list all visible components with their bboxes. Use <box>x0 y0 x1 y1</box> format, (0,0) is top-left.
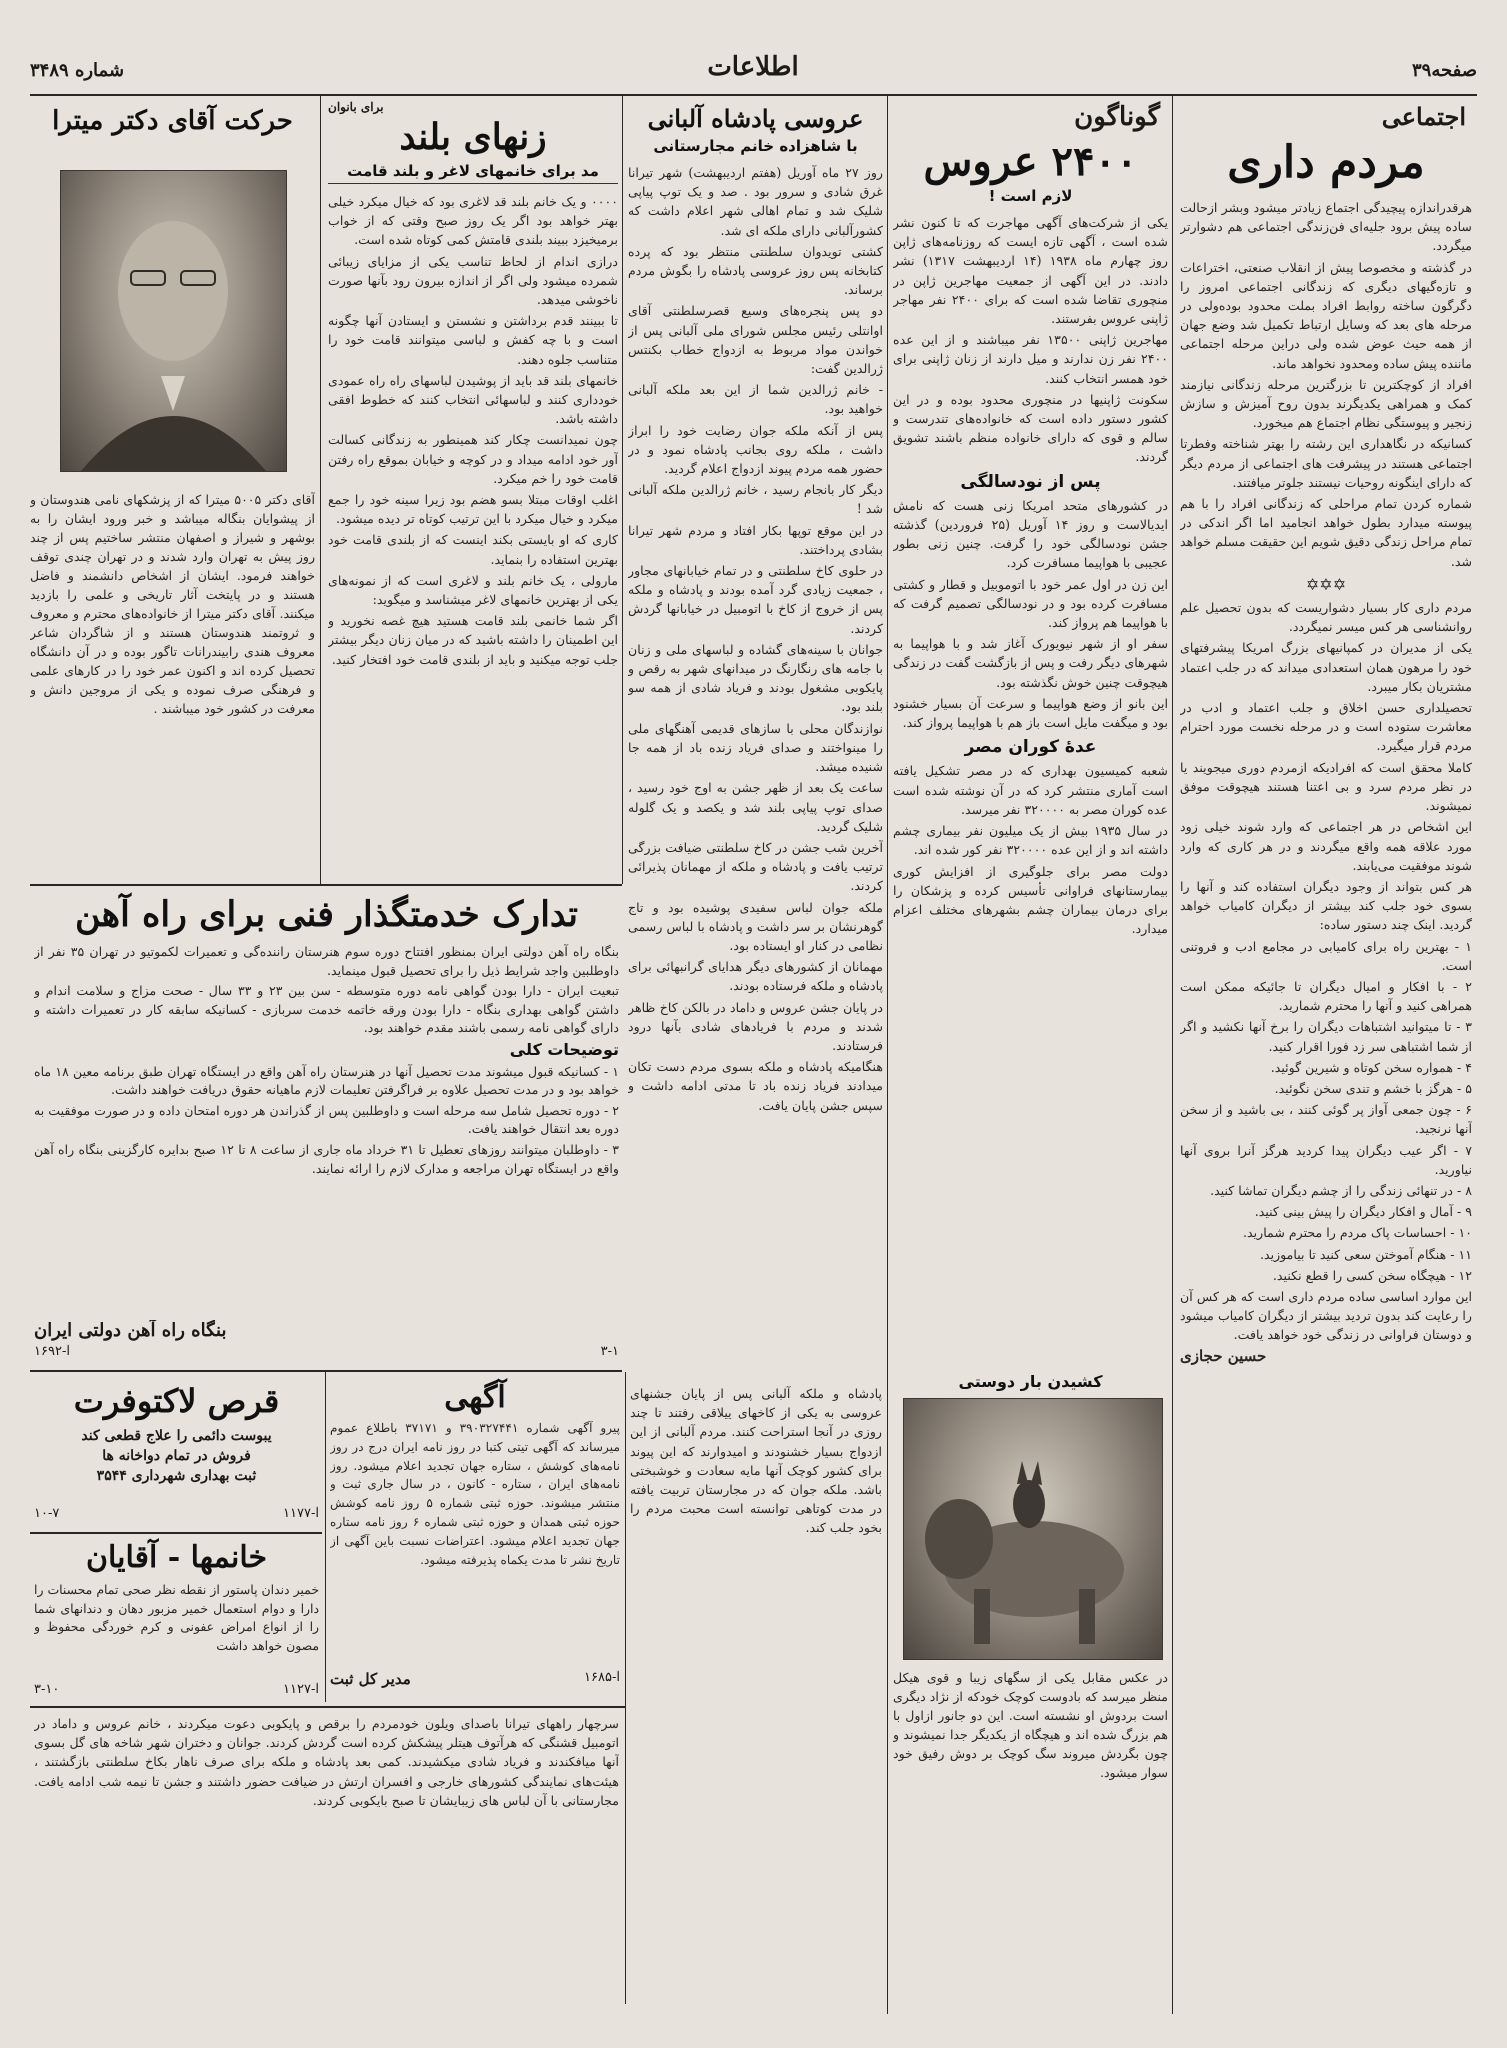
rail-top-rule <box>30 884 622 886</box>
col2-para-6: سفر او از شهر نیویورک آغاز شد و با هواپیما به شهرهای دیگر رفت و پس از بازگشت گفت در زندگی هیچوقت چنین خوش نگذشته بود. <box>893 636 1168 690</box>
col2-para-2: مهاجرین ژاپنی ۱۳۵۰۰ نفر میباشند و از این عده ۲۴۰۰ نفر زن ندارند و میل دارند از زنان ژاپنی برای خود همسر انتخاب کنند. <box>893 332 1168 386</box>
ad3-title: خانمها - آقایان <box>85 1540 268 1575</box>
col1-rule-8: ۸ - در تنهائی زندگی را از چشم دیگران تماشا کنید. <box>1210 1182 1472 1198</box>
col4-title: زنهای بلند <box>399 116 547 158</box>
dog-photo-caption: در عکس مقابل یکی از سگهای زیبا و قوی هیکل منظر میرسد که بادوست کوچک خودکه از نژاد دیگری است بردوش او نشسته است. این دو جانور ازاول با هم بزرگ شده اند و هیچگاه از یکدیگر جدا نمیشوند و چون بگردش میروند سگ کوچک بر دوش رفیق خود سوار میشود. <box>893 1670 1168 1780</box>
col1-rule-7: ۷ - اگر عیب دیگران پیدا کردید هرگز آنرا بروی آنها نیاورید. <box>1180 1142 1472 1177</box>
col3-para-16: هنگامیکه پادشاه و ملکه بسوی مردم دست تکان میدادند فریاد زنده باد تا مدتی ادامه داشت و سپس جشن پایان یافت. <box>628 1059 883 1113</box>
col-rule-5 <box>625 1372 626 2004</box>
col1-para-1: هرقدراندازه پیچیدگی اجتماع زیادتر میشود وبشر ازحالت ساده پیش برود جلیه‌ای فن‌زندگی اجتماعی هم دشوارتر میگردد. <box>1180 200 1472 254</box>
col1-title: مردم داری <box>1227 137 1425 188</box>
rail-bottom-rule <box>30 1370 622 1372</box>
col1-kicker: اجتماعی <box>1381 102 1466 131</box>
col4-subtitle: مد برای خانمهای لاغر و بلند قامت <box>328 162 618 184</box>
col1-rule-9: ۹ - آمال و افکار دیگران را پیش بینی کنید. <box>1254 1204 1472 1220</box>
col3-para-9: جوانان با سینه‌های گشاده و لباسهای ملی و زنان با جامه های رنگارنگ در میدانهای شهر به رقص و پایکوبی مشغول بودند و فریاد شادی از همه سو بلند بود. <box>628 641 883 715</box>
col1-rule-11: ۱۱ - هنگام آموختن سعی کنید تا بیاموزید. <box>1259 1246 1472 1262</box>
rail-ref-left: آ-۱۶۹۲ <box>34 1344 70 1359</box>
dr-mitra-caption: آقای دکتر ۵۰۰۵ میترا که از پزشکهای نامی هندوستان و از پیشوایان بنگاله میباشد و خبر ورود ایشان را به بوشهر و شیراز و اصفهان منتشر ساختیم پس از چند روز پیش به تهران وارد شدند و در تهران چندی توقف خواهند فرمود. ایشان از اشخاص دانشمند و فاضل هستند و در پایتخت آثار تاریخی و علمی را بازدید میکنند. آقای دکتر میترا از خانواده‌های محترم و معروف و ثروتمند هندوستان هستند و از شاگردان شاعر معروف هندی رابیندرانات تاگور بوده و در آن دانشگاه تحصیل کرده اند و اکنون عمر خود را در کارهای علمی و فرهنگی صرف نموده و یکی از مروجین دانش و معرفت در کشور خود میباشند . <box>30 492 315 716</box>
col3-para-13: ملکه جوان لباس سفیدی پوشیده بود و تاج گوهرنشان بر سر داشت و پادشاه با لباس رسمی نظامی در کنار او ایستاده بود. <box>628 899 883 953</box>
ad2-line-2: فروش در تمام دواخانه ها <box>102 1448 251 1464</box>
col1-rule-5: ۵ - هرگز با خشم و تندی سخن نگوئید. <box>1274 1080 1472 1096</box>
col1-para-6: مردم داری کار بسیار دشواریست که بدون تحصیل علم روانشناسی هر کس میسر نمیگردد. <box>1180 600 1472 635</box>
col1-para-2: در گذشته و مخصوصا پیش از انقلاب صنعتی، اختراعات و تازه‌گیهای دیگری که زندگانی اجتماعی امروز را دگرگون ساخته روابط افراد بملت محدود بوده‌ولی در مرحله های بعد که وسایل ارتباط تکمیل شد وضع جهان از همه حیث عوض شده ولی دراین مرحله اجتماعی ماننده پیش ساده ومحدود نخواهد ماند. <box>1180 259 1472 371</box>
ad1-sign: مدیر کل ثبت <box>330 1670 411 1688</box>
col1-para-7: یکی از مدیران در کمپانیهای بزرگ امریکا پیشرفتهای خود را مرهون همان استعدادی میداند که در جلب اعتماد مشتریان بکار میبرد. <box>1180 640 1472 694</box>
rail-title: تدارک خدمتگذار فنی برای راه آهن <box>74 894 579 935</box>
col2-subtitle: لازم است ! <box>988 187 1073 205</box>
col4-para-6: اغلب اوقات مبتلا بسو هضم بود زیرا سینه خود را جمع میکرد و خیال میکرد با این ترتیب کوتاه تر دیده میشود. <box>328 492 618 527</box>
col3-subtitle: با شاهزاده خانم مجارستانی <box>653 137 858 155</box>
col4-para-2: درازی اندام از لحاظ تناسب یکی از مزایای زیبائی شمرده میشود ولی اگر از اندازه بیرون رود بآنها صورت ناخوشی میدهد. <box>328 253 618 308</box>
ad2-ref-right: ۱۰-۷ <box>34 1506 60 1521</box>
col3-para-15: در پایان جشن عروس و داماد در بالکن کاخ ظاهر شدند و مردم با فریادهای شادی بآنها درود فرستادند. <box>628 999 883 1053</box>
col2-para-5: این زن در اول عمر خود با اتوموبیل و قطار و کشتی مسافرت کرده بود و در نودسالگی تصمیم گرفت که با هواپیما هم پرواز کند. <box>893 576 1168 631</box>
col4-kicker: برای بانوان <box>328 100 384 114</box>
bottom-left-text: سرچهار راههای تیرانا باصدای ویلون خودمردم را برقص و پایکوبی دعوت میکردند ، خانم عروس و داماد در اتومبیل قشنگی که هرآتوف هیتلر پیشکش کرده است گردش کردند. جوانان و دختران شهر شاخه های گل بسوی آنها میافکندند و فریاد شادی میکشیدند. کمی بعد پادشاه و ملکه برای صرف ناهار بکاخ سلطنتی بازگشتند ، هیئت‌های نمایندگی کشورهای خارجی و افسران ارتش در ضیافت حضور داشتند و جشن تا نیمه شب ادامه یافت. مجارستانی با آن لباس های زیبایشان تا صبح بایکوبی کردند. <box>34 1716 619 1808</box>
col1-rule-4: ۴ - همواره سخن کوتاه و شیرین گوئید. <box>1270 1059 1472 1075</box>
rail-signature: بنگاه راه آهن دولتی ایران <box>34 1320 227 1341</box>
rail-ref-right: ۳-۱ <box>600 1344 619 1359</box>
ad3-ref-right: ۳-۱۰ <box>34 1682 60 1697</box>
col4-para-9: اگر شما خانمی بلند قامت هستید هیچ غصه نخورید و این اطمینان را داشته باشید که در میان زنان دیگر بیشتر جلب توجه میکنید و باید از بلندی قامت خود افتخار کنید. <box>328 613 618 667</box>
col2-para-3: سکونت ژاپنیها در منچوری محدود بوده و در این کشور دستور داده است که خانواده‌های تندرست و سالم و قوی که دارای خانواده منظم باشند تشویق گردند. <box>893 391 1168 465</box>
col-rule-6 <box>325 1372 326 1702</box>
col1-body <box>1180 198 1472 1366</box>
ad-lactofert <box>34 1378 319 1528</box>
col4-para-7: کاری که او بایستی بکند اینست که از بلندی قامت خود بهترین استفاده را بنماید. <box>328 532 618 567</box>
col1-para-10: این اشخاص در هر اجتماعی که وارد شوند خیلی زود مورد علاقه همه واقع میگردند و در هر کاری که وارد شوند موفقیت می‌یابند. <box>1180 819 1472 873</box>
col2-para-8: شعبه کمیسیون بهداری که در مصر تشکیل یافته است آماری منتشر کرد که در آن نوشته شده است عده کوران مصر به ۳۲۰۰۰۰ نفر میرسد. <box>893 763 1168 817</box>
ad2-line-3: ثبت بهداری شهرداری ۳۵۴۴ <box>96 1468 257 1484</box>
col4-body <box>328 192 618 669</box>
portrait-illustration <box>61 171 286 471</box>
col4-para-3: تا ببینند قدم برداشتن و نشستن و ایستادن آنها چگونه است و با چه کفش و لباسی میتوانند قامت خود را متناسب جلوه دهند. <box>328 313 618 367</box>
col3-para-7: در این موقع توپها بکار افتاد و مردم شهر تیرانا بشادی پرداختند. <box>628 522 883 557</box>
col1-rule-1: ۱ - بهترین راه برای کامیابی در مجامع ادب و فروتنی است. <box>1180 938 1472 973</box>
col2-para-9: در سال ۱۹۳۵ بیش از یک میلیون نفر بیماری چشم داشته اند و از این عده ۳۲۰۰۰۰ نفر کور شده اند. <box>893 823 1168 858</box>
col-rule-4 <box>320 94 321 884</box>
col1-para-9: کاملا محقق است که افرادیکه ازمردم دوری میجویند یا در نظر مردم سرد و بی اعتنا هستند هیچوقت موفق نمیشوند. <box>1180 759 1472 814</box>
col2-kicker: گوناگون <box>1074 102 1160 132</box>
col1-para-5: شماره کردن تمام مراحلی که زندگانی افراد را با هم پیوسته میدارد بطول خواهد انجامید اما اگر اندکی در تمام مراحل زندگی دقیق شویم این حقیقت مسلم خواهد شد. <box>1180 496 1472 569</box>
col3-para-6: دیگر کار بانجام رسید ، خانم ژرالدین ملکه آلبانی شد ! <box>628 482 883 517</box>
col3-para-8: در حلوی کاخ سلطنتی و در تمام خیابانهای مجاور ، جمعیت زیادی گرد آمده بودند و پادشاه و ملکه پس از خروج از کاخ با اتومبیل در خیابانها گردش کردند. <box>628 563 883 636</box>
masthead: اطلاعات <box>707 52 799 82</box>
col1-para-8: تحصیلداری حسن اخلاق و جلب اعتماد و ادب در معاشرت ستوده است و در مرحله نخست مورد احترام مردم قرار میگیرد. <box>1180 700 1472 754</box>
col-rule-3 <box>622 94 623 884</box>
col1-rule-2: ۲ - با افکار و امیال دیگران تا جائیکه ممکن است همراهی کنید و آنها را محترم شمارید. <box>1180 978 1472 1014</box>
page-header <box>0 50 1507 94</box>
col3-para-3: دو پس پنجره‌های وسیع قصرسلطنتی آقای اوانتلی رئیس مجلس شورای ملی آلبانی پس از خواندن مواد مربوط به ازدواج خطاب بکنتس ژرالدین گفت: <box>628 303 883 377</box>
col1-rule-3: ۳ - تا میتوانید اشتباهات دیگران را برخ آنها نکشید و اگر از شما اشتباهی سر زد فورا اقرار کنید. <box>1180 1019 1472 1054</box>
col2-body <box>893 213 1168 938</box>
col3-para-14: مهمانان از کشورهای دیگر هدایای گرانبهائی برای پادشاه و ملکه فرستاده بودند. <box>628 959 883 994</box>
col3-para-10: نوازندگان محلی با سازهای قدیمی آهنگهای ملی را مینواختند و صدای فریاد زنده باد از همه جا شنیده میشد. <box>628 720 883 775</box>
col3-para-4: - خانم ژرالدین شما از این بعد ملکه آلبانی خواهید بود. <box>628 382 883 417</box>
col4-para-4: خانمهای بلند قد باید از پوشیدن لباسهای راه راه عمودی خودداری کنند و لباسهائی انتخاب کنند که خطوط افقی داشته باشد. <box>328 372 618 427</box>
railway-announcement <box>34 888 619 1366</box>
ad1-title: آگهی <box>444 1380 506 1415</box>
col1-rule-10: ۱۰ - احساسات پاک مردم را محترم شمارید. <box>1243 1225 1472 1241</box>
col1-rule-6: ۶ - چون جمعی آواز پر گوئی کنند ، بی باشید و از سخن آنها نرنجید. <box>1180 1102 1472 1137</box>
bottom-section-rule <box>30 1706 625 1708</box>
col-rule-2 <box>887 94 888 2014</box>
rail-intro: بنگاه راه آهن دولتی ایران بمنظور افتتاح دوره سوم هنرستان راننده‌گی و تعمیرات لکموتیو در تهران ۳۵ نفر از داوطلبین واجد شرایط ذیل را برای تحصیل قبول مینماید. <box>34 944 619 978</box>
col1-author: حسین حجازی <box>1180 1346 1267 1365</box>
ad3-text: خمیر دندان پاستور از نقطه نظر صحی تمام محسنات را دارا و دوام استعمال خمیر مزبور دهان و دندانهای شما را از انواع امراض عفونی و کرم خوردگی محفوظ و مصون خواهد داشت <box>34 1582 319 1653</box>
col2-para-4: در کشورهای متحد امریکا زنی هست که نامش ایدیالاست و روز ۱۴ آوریل (۲۵ فروردین) گذشته جشن نودسالگی خود را گرفت. چنین زنی بطور عجیبی با هواپیما مسافرت کرد. <box>893 497 1168 571</box>
col4-para-1: ۰۰۰۰ و یک خانم بلند قد لاغری بود که خیال میکرد خیلی بهتر خواهد بود اگر یک روز صبح وقتی که از خواب برمیخیزد ببیند بلندی قامتش کمی کوتاه شده است. <box>328 194 618 248</box>
col1-para-4: کسانیکه در نگاهداری این رشته را بهتر شناخته وفطرتا اجتماعی هستند در پیشرفت های اجتماعی از مردم دیگر که دارای اینگونه روحیات نیستند جلوتر میافتند. <box>1180 436 1472 490</box>
ad-registry <box>330 1378 620 1698</box>
col3-body <box>628 163 883 1115</box>
rail-note-2: ۲ - دوره تحصیل شامل سه مرحله است و داوطلبین پس از گذراندن هر دوره امتحان داده و در صورت موفقیت به دوره بعد انتقال خواهند یافت. <box>34 1102 619 1137</box>
ad1-ref: آ-۱۶۸۵ <box>584 1670 620 1685</box>
ad-separator <box>30 1532 322 1534</box>
dog-photo-title: کشیدن بار دوستی <box>958 1372 1103 1391</box>
star-separator: ✡✡✡ <box>1305 574 1347 594</box>
dog-illustration <box>904 1399 1162 1659</box>
article-albania-wedding <box>628 100 883 1366</box>
ad3-ref-left: آ-۱۱۲۷ <box>283 1682 319 1697</box>
dog-photo <box>903 1398 1163 1660</box>
rail-note-1: ۱ - کسانیکه قبول میشوند مدت تحصیل آنها در هنرستان راه آهن واقع در ایستگاه تهران طبق برنامه معین ۱۸ ماه خواهد بود و در مدت تحصیل علاوه بر فراگرفتن تعلیمات لازم ماهیانه حقوق دریافت خواهند داشت. <box>34 1063 619 1098</box>
col3-para-11: ساعت یک بعد از ظهر جشن به اوج خود رسید ، صدای توپ پیاپی بلند شد و یکصد و یک گلوله شلیک گردید. <box>628 780 883 834</box>
col2-para-1: یکی از شرکت‌های آگهی مهاجرت که تا کنون نشر شده است ، آگهی تازه ایست که روزنامه‌های ژاپن روز چهارم ماه ۱۹۳۸ (۱۴ اردیبهشت ۱۳۱۷) نشر دادند. در این آگهی از جمعیت مهاجرین ژاپن در منچوری تقاضا شده است که برای ۲۴۰۰ نفر مهاجر ژاپنی عروس بفرستند. <box>893 215 1168 327</box>
issue-number: شماره ۳۴۸۹ <box>30 60 125 81</box>
col-rule-1 <box>1172 94 1173 2014</box>
col3-bottom-text: پادشاه و ملکه آلبانی پس از پایان جشنهای عروسی به یکی از کاخهای ییلاقی رفتند تا چند روزی در آنجا استراحت کنند. مردم آلبانی از این ازدواج بسیار خشنودند و امیدوارند که این پیوند برای کشور کوچک آنها مایه سعادت و خوشبختی باشد. ملکه جوان که در مجارستان تربیت یافته در مدت کوتاهی توانسته است محبت مردم را بخود جلب کند. <box>630 1386 882 1536</box>
article-tall-women <box>328 100 618 880</box>
col3-para-1: روز ۲۷ ماه آوریل (هفتم اردیبهشت) شهر تیرانا غرق شادی و سرور بود . صد و یک توپ پیاپی شلیک شد و تمام اهالی شهر اعلام داشت که کشورآلبانی دارای ملکه ای شد. <box>628 165 883 238</box>
col1-para-3: افراد از کوچکترین تا بزرگترین مرحله زندگانی نیازمند کمک و همراهی یکدیگرند بدون روح آمیزش و سازش زنجیر و پیوستگی نظام اجتماع هم میخورد. <box>1180 376 1472 431</box>
col2-para-7: این بانو از وضع هواپیما و سرعت آن بسیار خشنود بود و میگفت مایل است باز هم با هواپیما پرواز کند. <box>893 695 1168 731</box>
rail-notes-title: توضیحات کلی <box>509 1039 619 1059</box>
col3-para-12: آخرین شب جشن در کاخ سلطنتی ضیافت بزرگی ترتیب یافت و پادشاه و ملکه از مهمانان پذیرائی کردند. <box>628 839 883 894</box>
ad2-line-1: یبوست دائمی را علاج قطعی کند <box>81 1428 272 1444</box>
rail-note-3: ۳ - داوطلبان میتوانند روزهای تعطیل تا ۳۱ خرداد ماه جاری از ساعت ۸ تا ۱۲ صبح بدایره کارگزینی بنگاه راه آهن واقع در ایستگاه تهران مراجعه و مدارک لازم را ارائه نمایند. <box>34 1141 619 1176</box>
ad-toothpaste <box>34 1536 319 1702</box>
ad2-ref-left: آ-۱۱۷۷ <box>283 1506 319 1521</box>
col2-para-10: دولت مصر برای جلوگیری از افزایش کوری بیمارستانهای فراوانی تأسیس کرده و پزشکان را برای درمان بیماران چشم بشهرهای مختلف اعزام میدارد. <box>893 863 1168 937</box>
page-number: صفحه۳۹ <box>1411 60 1477 81</box>
ad2-title: قرص لاکتوفرت <box>73 1382 280 1420</box>
article-dr-mitra <box>30 100 315 880</box>
rail-item-1: تبعیت ایران - دارا بودن گواهی نامه دوره متوسطه - سن بین ۲۳ و ۳۳ سال - صحت مزاج و سلامت اندام و داشتن گواهی بهداری بنگاه - دارا بودن ورقه خاتمه خدمت سربازی - کسانیکه سابقه کار در تعمیرات داشته و دارای گواهی نامه رسمی باشند مقدم خواهند بود. <box>34 983 619 1036</box>
rail-body <box>34 943 619 1178</box>
col2-subhead-2: پس از نودسالگی <box>960 471 1101 492</box>
col2-title: ۲۴۰۰ عروس <box>923 138 1138 185</box>
col4-para-5: چون نمیدانست چکار کند همینطور به زندگانی کسالت آور خود ادامه میداد و در کوچه و خیابان بموقع راه رفتن قامت خود را خم میکرد. <box>328 432 618 486</box>
col3-para-2: کشتی تویدوان سلطنتی منتظر بود که پرده کتابخانه پس روز عروسی پادشاه را بگوش مردم برساند. <box>628 243 883 298</box>
col3-para-5: پس از آنکه ملکه جوان رضایت خود را ابراز داشت ، ملکه روی بجانب پادشاه نمود و در حضور همه مردم پیوند ازدواج اعلام گردید. <box>628 422 883 477</box>
dr-mitra-portrait <box>60 170 287 472</box>
col5-title: حرکت آقای دکتر میترا <box>52 106 293 136</box>
col1-closing: این موارد اساسی ساده مردم داری است که هر کس آن را رعایت کند بدون تردید بیشتر از دیگران کامیاب میشود و دوستان فراوانی در زندگی خود خواهد یافت. <box>1180 1288 1472 1343</box>
col4-para-8: مارولی ، یک خانم بلند و لاغری است که از نمونه‌های یکی از بهترین خانمهای لاغر میشناسد و میگوید: <box>328 572 618 608</box>
col2-subhead-3: عدهٔ کوران مصر <box>964 737 1097 758</box>
col3-title: عروسی پادشاه آلبانی <box>647 104 864 133</box>
header-rule <box>30 94 1477 96</box>
ad1-text: پیرو آگهی شماره ۳۹۰۳۲۷۴۴۱ و ۳۷۱۷۱ باطلاع عموم میرساند که آگهی تیتی کتبا در روز نامه ایران درج در روز نامه‌های کوشش ، ستاره جهان تجدید اعلام میشود. روز نامه‌های ایران ، ستاره - کانون ، در سال جاری ثبت و منتشر میشوند. حوزه ثبتی شماره ۵ روز نامه کوشش حوزه ثبتی همدان و حوزه ثبتی شماره ۶ روز نامه ستاره جهان تجدید اعلام میشود. اعتراضات نسبت باین آگهی از تاریخ نشر تا مدت یکماه پذیرفته میشود. <box>330 1421 620 1567</box>
col1-rule-12: ۱۲ - هیچگاه سخن کسی را قطع نکنید. <box>1272 1267 1472 1283</box>
col1-para-11: هر کس بتواند از وجود دیگران استفاده کند و آنها را بسوی خود جلب کند بیشتر از دیگران کامیاب خواهد گردید. اینک چند دستور ساده: <box>1180 878 1472 933</box>
article-people-skills <box>1180 100 1472 2005</box>
